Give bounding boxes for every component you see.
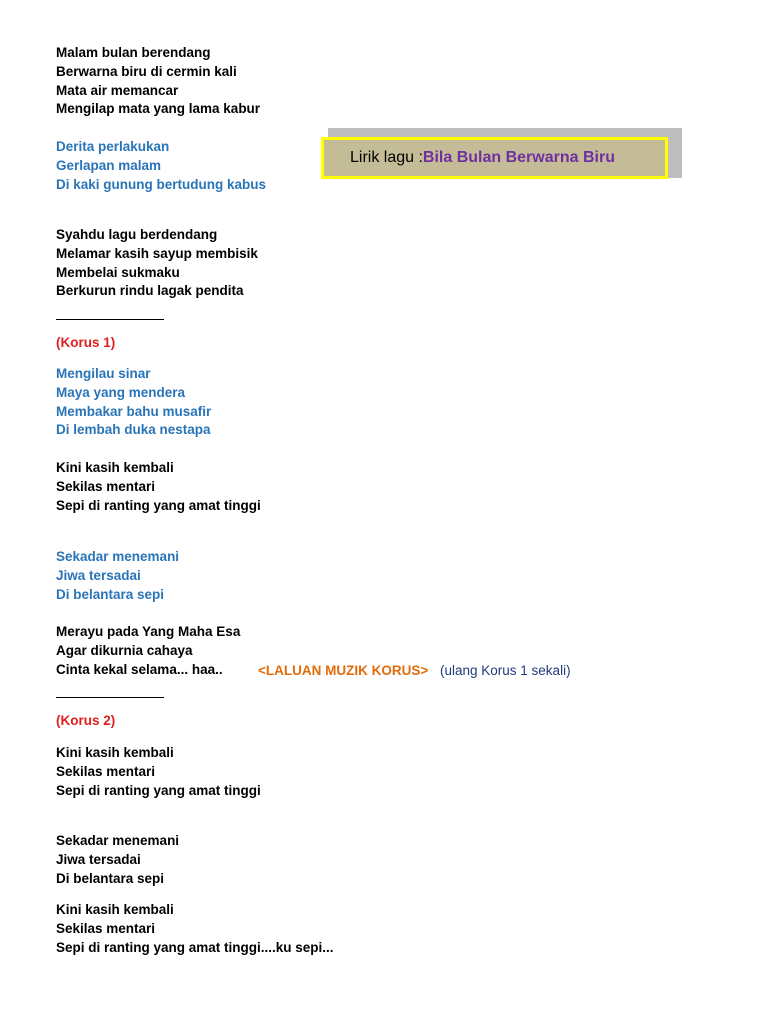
lyric-line: Merayu pada Yang Maha Esa [56, 624, 241, 639]
lyric-line: Sekilas mentari [56, 478, 156, 494]
stanza-4 [56, 365, 211, 440]
korus-2-label: (Korus 2) [56, 713, 116, 728]
lyric-line: Gerlapan malam [56, 157, 162, 173]
lyric-line: Melamar kasih sayup membisik [56, 245, 258, 261]
lyric-line: Malam bulan berendang [56, 45, 211, 60]
lyric-line: Di lembah duka nestapa [56, 422, 211, 438]
stanza-2 [56, 138, 266, 194]
lyric-line: Sekadar menemani [56, 833, 180, 848]
lyric-line: Sekilas mentari [56, 763, 156, 779]
stanza-8 [56, 744, 261, 800]
repeat-note: (ulang Korus 1 sekali) [440, 663, 571, 678]
lyric-line: Mengilap mata yang lama kabur [56, 101, 261, 117]
song-title: Bila Bulan Berwarna Biru [422, 149, 615, 166]
lyric-line: Derita perlakukan [56, 139, 170, 154]
lyric-line: Di belantara sepi [56, 870, 165, 886]
lyric-line: Cinta kekal selama... haa.. [56, 661, 223, 677]
lyric-line: Di belantara sepi [56, 586, 165, 602]
lyric-line: Mata air memancar [56, 82, 179, 98]
stanza-7 [56, 623, 240, 679]
lyric-line: Sepi di ranting yang amat tinggi [56, 782, 261, 798]
lyric-line: Membakar bahu musafir [56, 403, 212, 419]
lyric-line: Mengilau sinar [56, 366, 151, 381]
lyric-line: Syahdu lagu berdendang [56, 227, 218, 242]
stanza-1 [56, 44, 260, 119]
stanza-10 [56, 901, 334, 957]
lyric-line: Jiwa tersadai [56, 567, 141, 583]
stanza-9 [56, 832, 179, 888]
lyric-line: Berkurun rindu lagak pendita [56, 283, 244, 299]
stanza-6 [56, 548, 179, 604]
lyric-line: Jiwa tersadai [56, 851, 141, 867]
divider-rule [56, 697, 164, 698]
lyric-line: Kini kasih kembali [56, 745, 174, 760]
title-prefix: Lirik lagu : [350, 149, 423, 166]
lyric-line: Sepi di ranting yang amat tinggi [56, 497, 261, 513]
lyric-line: Kini kasih kembali [56, 902, 174, 917]
lyric-line: Maya yang mendera [56, 384, 186, 400]
stanza-5 [56, 459, 261, 515]
lyric-line: Sekadar menemani [56, 549, 180, 564]
lyric-line: Agar dikurnia cahaya [56, 642, 193, 658]
lyric-line: Membelai sukmaku [56, 264, 180, 280]
stanza-3 [56, 226, 258, 301]
title-box [321, 137, 668, 179]
lyric-line: Berwarna biru di cermin kali [56, 63, 237, 79]
korus-1-label: (Korus 1) [56, 335, 116, 350]
lyric-line: Sekilas mentari [56, 920, 156, 936]
lyric-line: Di kaki gunung bertudung kabus [56, 176, 267, 192]
lyric-line: Kini kasih kembali [56, 460, 174, 475]
lyric-line: Sepi di ranting yang amat tinggi....ku sepi... [56, 939, 334, 955]
divider-rule [56, 319, 164, 320]
music-note: <LALUAN MUZIK KORUS> [258, 663, 429, 678]
